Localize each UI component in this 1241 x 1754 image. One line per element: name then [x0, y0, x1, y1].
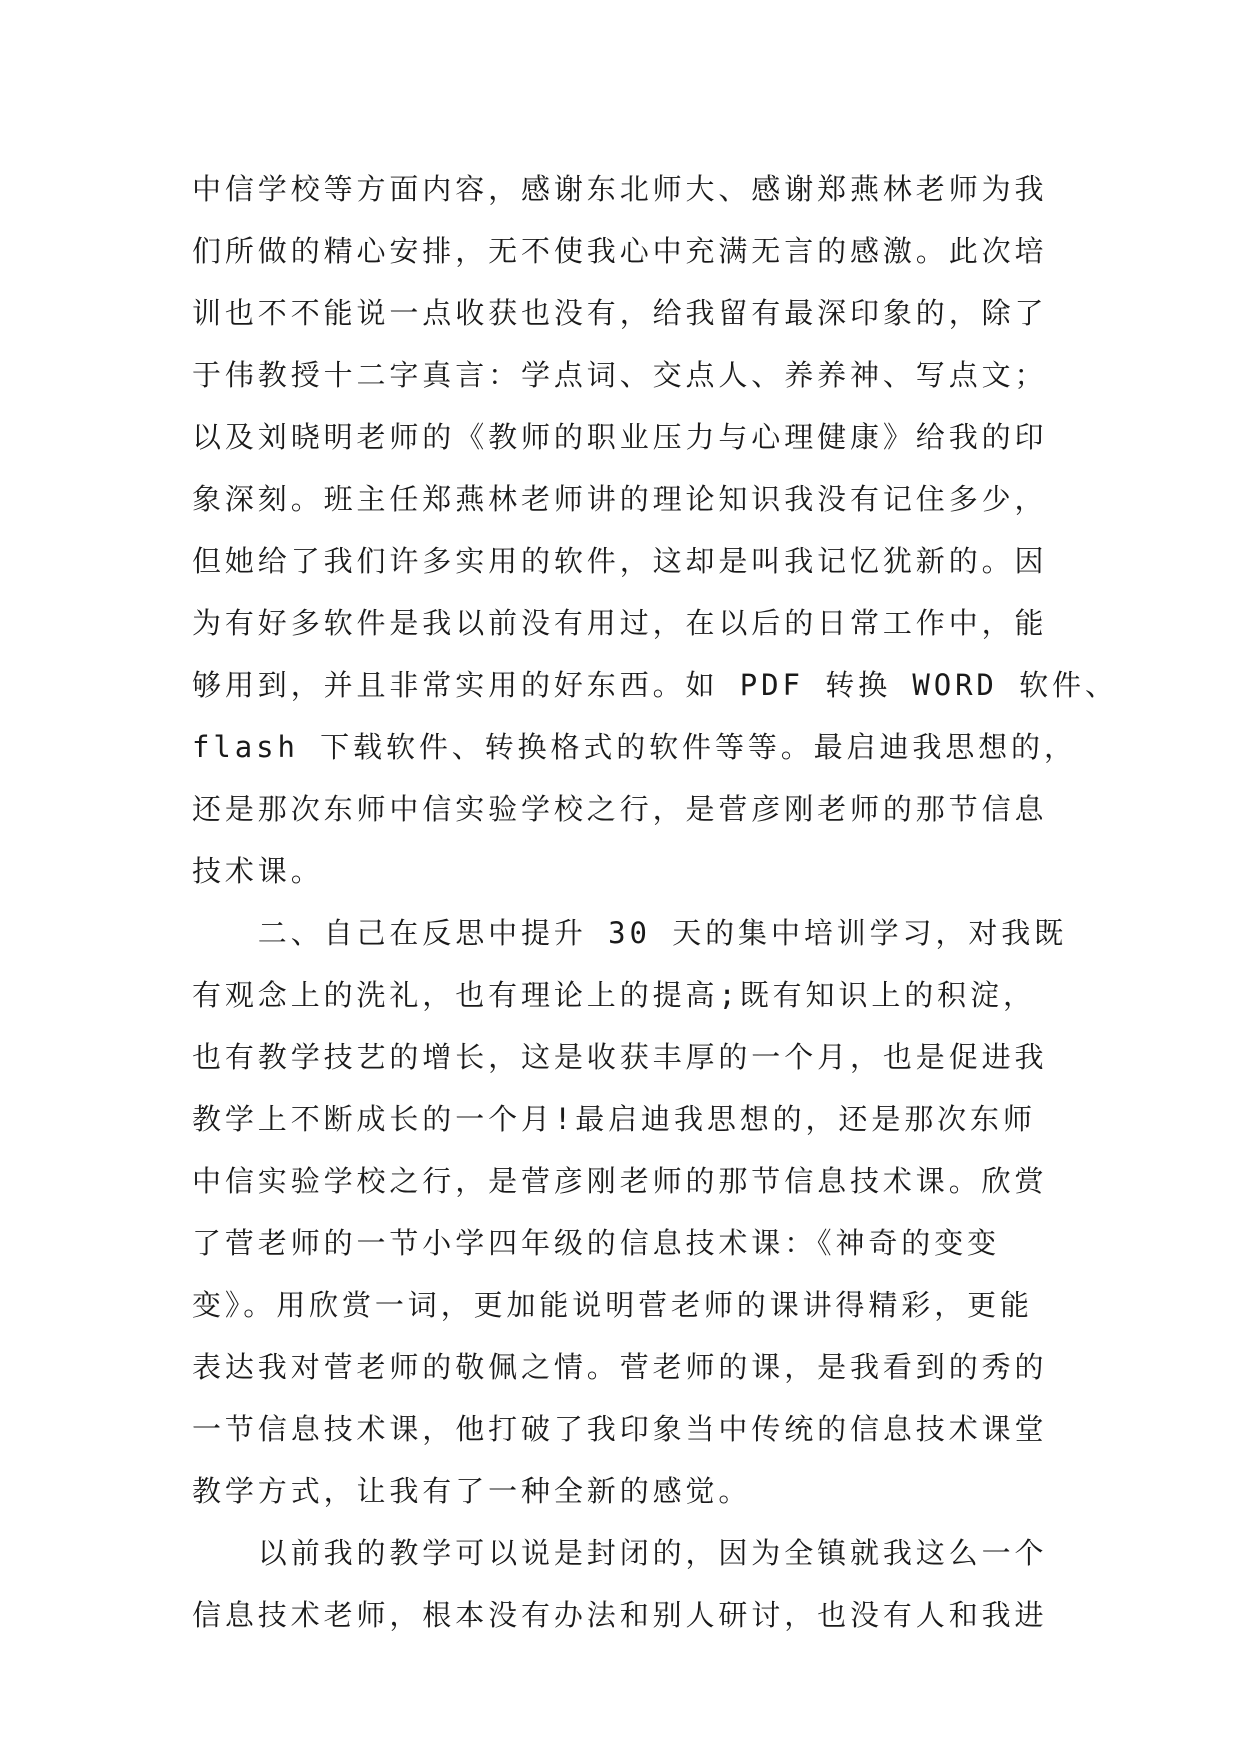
text-line: 一节信息技术课，他打破了我印象当中传统的信息技术课堂 — [192, 1412, 1048, 1446]
text-line: 也有教学技艺的增长，这是收获丰厚的一个月，也是促进我 — [192, 1040, 1048, 1074]
text-line: 中信学校等方面内容，感谢东北师大、感谢郑燕林老师为我 — [192, 172, 1048, 206]
text-line: 技术课。 — [192, 854, 324, 888]
text-line: 了菅老师的一节小学四年级的信息技术课：《神奇的变变 — [192, 1226, 1001, 1260]
text-line: 还是那次东师中信实验学校之行，是菅彦刚老师的那节信息 — [192, 792, 1048, 826]
text-line: 但她给了我们许多实用的软件，这却是叫我记忆犹新的。因 — [192, 544, 1048, 578]
text-line: flash 下载软件、转换格式的软件等等。最启迪我思想的， — [192, 730, 1077, 764]
text-line: 象深刻。班主任郑燕林老师讲的理论知识我没有记住多少， — [192, 482, 1048, 516]
text-line: 信息技术老师，根本没有办法和别人研讨，也没有人和我进 — [192, 1598, 1048, 1632]
text-line: 二、自己在反思中提升 30 天的集中培训学习，对我既 — [192, 916, 1068, 950]
text-line: 中信实验学校之行，是菅彦刚老师的那节信息技术课。欣赏 — [192, 1164, 1048, 1198]
text-line: 教学上不断成长的一个月!最启迪我思想的，还是那次东师 — [192, 1102, 1036, 1136]
text-line: 有观念上的洗礼，也有理论上的提高;既有知识上的积淀， — [192, 978, 1036, 1012]
text-line: 于伟教授十二字真言：学点词、交点人、养养神、写点文； — [192, 358, 1048, 392]
text-line: 表达我对菅老师的敬佩之情。菅老师的课，是我看到的秀的 — [192, 1350, 1048, 1384]
text-line: 们所做的精心安排，无不使我心中充满无言的感激。此次培 — [192, 234, 1048, 268]
text-line: 训也不不能说一点收获也没有，给我留有最深印象的，除了 — [192, 296, 1048, 330]
text-line: 教学方式，让我有了一种全新的感觉。 — [192, 1474, 752, 1508]
text-line: 为有好多软件是我以前没有用过，在以后的日常工作中，能 — [192, 606, 1048, 640]
text-line: 变》。用欣赏一词，更加能说明菅老师的课讲得精彩，更能 — [192, 1288, 1033, 1322]
text-line: 以及刘晓明老师的《教师的职业压力与心理健康》给我的印 — [192, 420, 1048, 454]
text-line: 以前我的教学可以说是封闭的，因为全镇就我这么一个 — [192, 1536, 1048, 1570]
text-line: 够用到，并且非常实用的好东西。如 PDF 转换 WORD 软件、 — [192, 668, 1118, 702]
body-text — [192, 158, 1118, 1646]
